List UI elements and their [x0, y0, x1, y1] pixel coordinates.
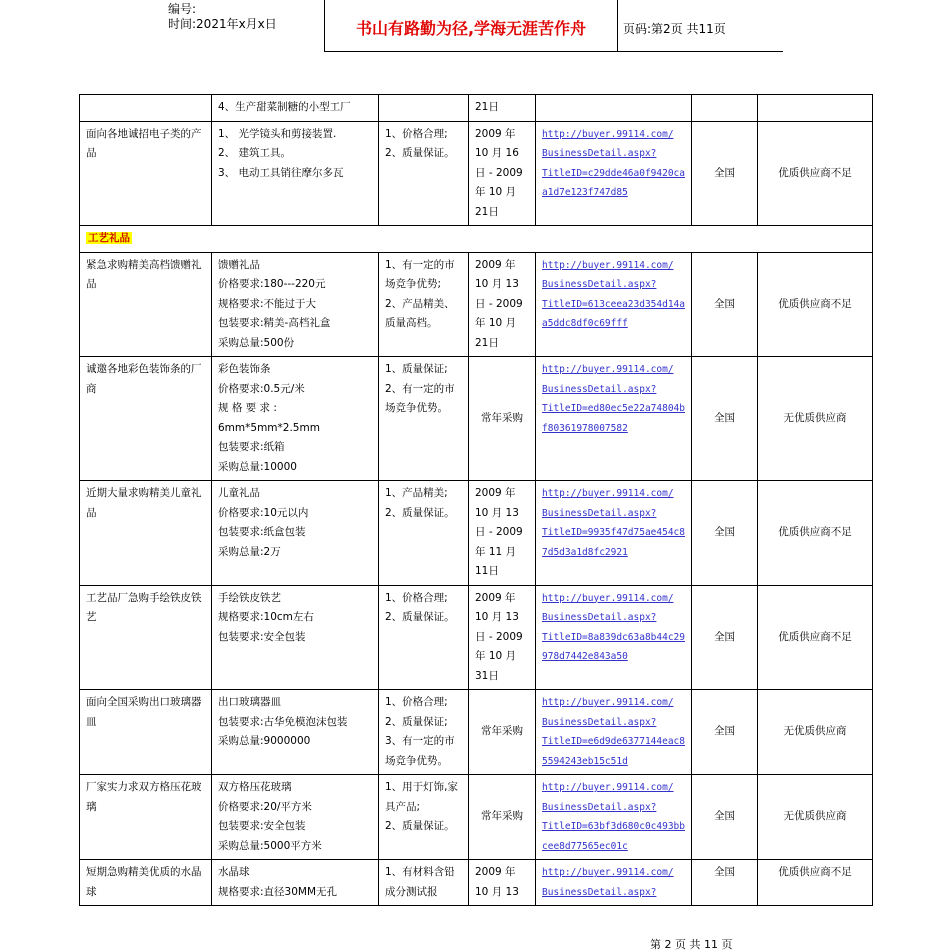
link-line[interactable]: TitleID=9935f47d75ae454c8 — [542, 527, 685, 538]
link-cell — [536, 95, 692, 122]
date-line: 2009 年 — [475, 127, 516, 140]
region-cell: 全国 — [692, 690, 758, 775]
page-header — [168, 0, 783, 52]
spec-line: 规格要求:不能过于大 — [218, 297, 317, 310]
table-row — [80, 775, 873, 860]
page-number: 页码:第2页 共11页 — [623, 22, 726, 36]
table-row — [80, 690, 873, 775]
date-line: 21日 — [475, 336, 499, 349]
header-rule — [325, 51, 783, 52]
advantage-cell — [379, 95, 469, 122]
advantage-line: 2、质量保证。 — [385, 506, 455, 519]
link-line[interactable]: 5594243eb15c51d — [542, 755, 628, 767]
date-cell — [469, 585, 536, 690]
advantage-cell — [379, 860, 469, 906]
region-cell — [692, 95, 758, 122]
section-label: 工艺礼品 — [88, 232, 130, 244]
advantage-line: 1、质量保证; — [385, 363, 448, 375]
link-line[interactable]: BusinessDetail.aspx? — [542, 612, 657, 623]
status-cell: 无优质供应商 — [758, 775, 873, 860]
date-line: 2009 年 — [475, 591, 516, 604]
date-line: 日 - 2009 — [475, 630, 523, 643]
date-line: 年 10 月 — [475, 317, 517, 329]
advantage-cell — [379, 775, 469, 860]
spec-line: 包装要求:古华免模泡沫包装 — [218, 715, 348, 728]
request-title-cell — [80, 95, 212, 122]
link-line[interactable]: http://buyer.99114.com/ — [542, 259, 674, 271]
table-row — [80, 585, 873, 690]
spec-line: 规 格 要 求 : — [218, 402, 277, 414]
spec-line: 水晶球 — [218, 866, 250, 878]
advantage-line: 2、质量保证。 — [385, 820, 455, 832]
link-line[interactable]: TitleID=c29dde46a0f9420ca — [542, 167, 685, 179]
link-line[interactable]: a5ddc8df0c69fff — [542, 318, 628, 329]
link-line[interactable]: http://buyer.99114.com/ — [542, 592, 674, 604]
request-title-cell: 诚邀各地彩色装饰条的厂商 — [80, 357, 212, 481]
spec-cell — [212, 121, 379, 226]
link-line[interactable]: BusinessDetail.aspx? — [542, 279, 657, 290]
table-row — [80, 481, 873, 586]
link-line[interactable]: TitleID=63bf3d680c0c493bb — [542, 821, 685, 832]
advantage-line: 2、产品精美、质量高档。 — [385, 297, 455, 329]
spec-line: 彩色装饰条 — [218, 363, 271, 375]
date-cell — [469, 95, 536, 122]
spec-line: 规格要求:10cm左右 — [218, 611, 314, 623]
advantage-line: 1、产品精美; — [385, 487, 448, 499]
region-cell: 全国 — [692, 121, 758, 226]
header-divider — [617, 0, 618, 52]
page-footer: 第 2 页 共 11 页 — [650, 938, 733, 951]
link-cell — [536, 690, 692, 775]
link-line[interactable]: http://buyer.99114.com/ — [542, 782, 674, 793]
spec-line: 采购总量:10000 — [218, 460, 297, 473]
spec-cell — [212, 860, 379, 906]
spec-line: 3、 电动工具销往摩尔多瓦 — [218, 166, 344, 179]
date-cell — [469, 121, 536, 226]
status-cell: 优质供应商不足 — [758, 252, 873, 357]
link-line[interactable]: 7d5d3a1d8fc2921 — [542, 546, 628, 558]
date-line: 2009 年 — [475, 258, 516, 271]
spec-line: 采购总量:9000000 — [218, 735, 311, 747]
link-cell — [536, 585, 692, 690]
spec-line: 儿童礼品 — [218, 487, 260, 499]
spec-line: 6mm*5mm*2.5mm — [218, 421, 320, 434]
date-line: 年 10 月 — [475, 650, 517, 662]
spec-cell — [212, 481, 379, 586]
date-line: 年 10 月 — [475, 186, 517, 198]
spec-line: 4、生产甜菜制糖的小型工厂 — [218, 101, 351, 113]
advantage-line: 1、有一定的市场竞争优势; — [385, 258, 455, 290]
status-cell: 优质供应商不足 — [758, 585, 873, 690]
date-cell: 常年采购 — [469, 357, 536, 481]
link-cell — [536, 121, 692, 226]
advantage-line: 2、有一定的市场竞争优势。 — [385, 382, 455, 414]
link-line[interactable]: BusinessDetail.aspx? — [542, 801, 657, 813]
spec-cell — [212, 357, 379, 481]
date-line: 10 月 13 — [475, 278, 519, 290]
status-cell: 优质供应商不足 — [758, 481, 873, 586]
link-line[interactable]: cee8d77565ec01c — [542, 840, 628, 852]
region-cell: 全国 — [692, 585, 758, 690]
spec-line: 价格要求:20/平方米 — [218, 800, 312, 813]
date-cell: 常年采购 — [469, 690, 536, 775]
advantage-line: 2、质量保证。 — [385, 147, 455, 159]
spec-line: 馈赠礼品 — [218, 258, 260, 271]
date-line: 10 月 13 — [475, 506, 519, 519]
link-line[interactable]: http://buyer.99114.com/ — [542, 867, 674, 878]
spec-cell — [212, 585, 379, 690]
date-line: 10 月 13 — [475, 885, 519, 898]
link-line[interactable]: f80361978007582 — [542, 422, 628, 434]
spec-line: 2、 建筑工具。 — [218, 147, 292, 159]
advantage-line: 1、价格合理; — [385, 591, 448, 604]
date-line: 日 - 2009 — [475, 297, 523, 310]
date-line: 年 11 月 — [475, 545, 517, 558]
date-cell — [469, 252, 536, 357]
spec-line: 1、 光学镜头和剪接装置. — [218, 127, 337, 140]
date-cell: 常年采购 — [469, 775, 536, 860]
advantage-line: 2、质量保证。 — [385, 611, 455, 623]
link-line[interactable]: BusinessDetail.aspx? — [542, 507, 657, 519]
link-line[interactable]: BusinessDetail.aspx? — [542, 383, 657, 395]
spec-line: 价格要求:10元以内 — [218, 506, 309, 519]
spec-line: 包装要求:纸箱 — [218, 441, 285, 453]
number-label: 编号: — [168, 2, 197, 16]
request-title-cell: 厂家实力求双方格压花玻璃 — [80, 775, 212, 860]
spec-line: 双方格压花玻璃 — [218, 781, 292, 793]
region-cell: 全国 — [692, 775, 758, 860]
link-line[interactable]: TitleID=613ceea23d354d14a — [542, 298, 685, 310]
advantage-line: 1、用于灯饰,家具产品; — [385, 781, 459, 813]
status-cell: 无优质供应商 — [758, 690, 873, 775]
date-line: 21日 — [475, 205, 499, 218]
advantage-line: 1、有材料含铅成分测试报 — [385, 866, 455, 898]
date-line: 10 月 13 — [475, 611, 519, 623]
status-cell: 优质供应商不足 — [758, 121, 873, 226]
spec-line: 采购总量:5000平方米 — [218, 839, 322, 852]
date-line: 2009 年 — [475, 866, 516, 878]
link-cell — [536, 481, 692, 586]
region-cell: 全国 — [692, 860, 758, 906]
date-line: 21日 — [475, 101, 499, 113]
status-cell — [758, 95, 873, 122]
spec-line: 规格要求:直径30MM无孔 — [218, 885, 338, 898]
table-row — [80, 95, 873, 122]
advantage-line: 1、价格合理; — [385, 696, 448, 708]
region-cell: 全国 — [692, 481, 758, 586]
link-cell — [536, 357, 692, 481]
spec-cell — [212, 775, 379, 860]
date-line: 11日 — [475, 565, 499, 577]
advantage-line: 1、价格合理; — [385, 127, 448, 140]
link-line[interactable]: TitleID=e6d9de6377144eac8 — [542, 736, 685, 747]
advantage-cell — [379, 121, 469, 226]
table-row — [80, 121, 873, 226]
region-cell: 全国 — [692, 357, 758, 481]
status-cell: 无优质供应商 — [758, 357, 873, 481]
date-line: 2009 年 — [475, 487, 516, 499]
date-cell — [469, 860, 536, 906]
advantage-cell — [379, 585, 469, 690]
link-cell — [536, 252, 692, 357]
date-line: 31日 — [475, 669, 499, 682]
advantage-line: 2、质量保证; — [385, 715, 448, 728]
link-line[interactable]: BusinessDetail.aspx? — [542, 148, 657, 159]
spec-line: 手绘铁皮铁艺 — [218, 591, 281, 604]
link-line[interactable]: http://buyer.99114.com/ — [542, 364, 674, 375]
advantage-line: 3、有一定的市场竞争优势。 — [385, 735, 455, 767]
date-line: 日 - 2009 — [475, 526, 523, 538]
link-line[interactable]: 978d7442e843a50 — [542, 651, 628, 662]
request-title-cell: 近期大量求购精美儿童礼品 — [80, 481, 212, 586]
spec-cell — [212, 252, 379, 357]
spec-cell — [212, 95, 379, 122]
link-line[interactable]: http://buyer.99114.com/ — [542, 697, 674, 708]
advantage-cell — [379, 252, 469, 357]
request-title-cell: 紧急求购精美高档馈赠礼品 — [80, 252, 212, 357]
advantage-cell — [379, 690, 469, 775]
spec-line: 采购总量:2万 — [218, 545, 281, 558]
date-line: 日 - 2009 — [475, 166, 523, 179]
spec-line: 包装要求:安全包装 — [218, 630, 306, 643]
motto: 书山有路勤为径,学海无涯苦作舟 — [355, 19, 587, 38]
link-line[interactable]: BusinessDetail.aspx? — [542, 886, 657, 898]
link-line[interactable]: TitleID=8a839dc63a8b44c29 — [542, 631, 685, 643]
spec-line: 采购总量:500份 — [218, 336, 295, 349]
link-line[interactable]: a1d7e123f747d85 — [542, 187, 628, 198]
header-right — [325, 0, 781, 52]
spec-line: 价格要求:180---220元 — [218, 278, 326, 290]
section-row-cell — [80, 226, 873, 253]
table-row — [80, 252, 873, 357]
link-cell — [536, 860, 692, 906]
date-cell — [469, 481, 536, 586]
header-meta — [168, 0, 325, 52]
request-title-cell: 短期急购精美优质的水晶球 — [80, 860, 212, 906]
spec-cell — [212, 690, 379, 775]
table-row — [80, 860, 873, 906]
spec-line: 出口玻璃器皿 — [218, 696, 281, 708]
link-line[interactable]: http://buyer.99114.com/ — [542, 128, 674, 140]
table-row — [80, 357, 873, 481]
request-title-cell: 工艺品厂急购手绘铁皮铁艺 — [80, 585, 212, 690]
link-line[interactable]: http://buyer.99114.com/ — [542, 488, 674, 499]
advantage-cell — [379, 357, 469, 481]
date-line: 10 月 16 — [475, 147, 519, 159]
table-row — [80, 226, 873, 253]
status-cell: 优质供应商不足 — [758, 860, 873, 906]
link-line[interactable]: TitleID=ed80ec5e22a74804b — [542, 403, 685, 414]
request-title-cell: 面向各地诚招电子类的产品 — [80, 121, 212, 226]
spec-line: 包装要求:安全包装 — [218, 820, 306, 832]
procurement-table — [79, 94, 873, 906]
spec-line: 包装要求:纸盒包装 — [218, 526, 306, 538]
link-cell — [536, 775, 692, 860]
region-cell: 全国 — [692, 252, 758, 357]
link-line[interactable]: BusinessDetail.aspx? — [542, 716, 657, 728]
table-body — [80, 95, 873, 906]
spec-line: 包装要求:精美-高档礼盒 — [218, 317, 331, 329]
spec-line: 价格要求:0.5元/米 — [218, 382, 305, 395]
time-label: 时间:2021年x月x日 — [168, 17, 277, 31]
advantage-cell — [379, 481, 469, 586]
request-title-cell: 面向全国采购出口玻璃器皿 — [80, 690, 212, 775]
